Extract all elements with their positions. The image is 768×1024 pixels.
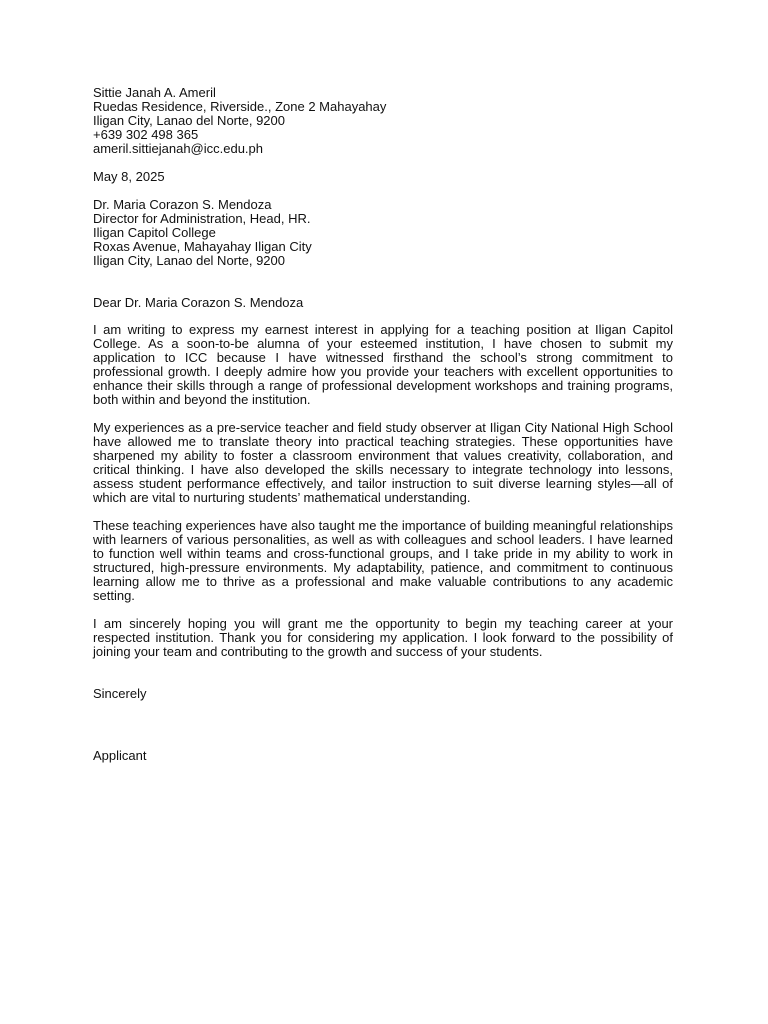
recipient-address-line2: Iligan City, Lanao del Norte, 9200 [93, 253, 285, 268]
body-paragraph-3: These teaching experiences have also taught me the importance of building meaningful relationships with learners of various personalities, as well as with colleagues and school leaders. I have learned to function well within teams and cross-functional groups, and I take pride in my ability to work in structured, high-pressure environments. My adaptability, patience, and commitment to continuous learning allow me to thrive as a professional and make valuable contributions to any academic setting. [93, 518, 673, 603]
signature [93, 749, 673, 763]
signature-text: Applicant [93, 748, 147, 763]
recipient-address-line1: Roxas Avenue, Mahayahay Iligan City [93, 239, 312, 254]
body-paragraph-2: My experiences as a pre-service teacher and field study observer at Iligan City National High School have allowed me to translate theory into practical teaching strategies. These opportunities have sharpened my ability to foster a classroom environment that values creativity, collaboration, and critical thinking. I have also developed the skills necessary to integrate technology into lessons, assess student performance effectively, and tailor instruction to suit diverse learning styles—all of which are vital to nurturing students’ mathematical understanding. [93, 420, 673, 505]
sender-address-line1: Ruedas Residence, Riverside., Zone 2 Mahayahay [93, 99, 387, 114]
salutation [93, 296, 673, 310]
sender-block [93, 86, 673, 156]
body-paragraph-4: I am sincerely hoping you will grant me the opportunity to begin my teaching career at your respected institution. Thank you for considering my application. I look forward to the possibility of joining your team and contributing to the growth and success of your students. [93, 616, 673, 659]
sender-phone: +639 302 498 365 [93, 127, 199, 142]
letter-date [93, 170, 673, 184]
recipient-title: Director for Administration, Head, HR. [93, 211, 311, 226]
date-text: May 8, 2025 [93, 169, 165, 184]
recipient-organization: Iligan Capitol College [93, 225, 216, 240]
body-paragraph-1: I am writing to express my earnest interest in applying for a teaching position at Iligan Capitol College. As a soon-to-be alumna of your esteemed institution, I have chosen to submit my application to ICC because I have witnessed firsthand the school’s strong commitment to professional growth. I deeply admire how you provide your teachers with excellent opportunities to enhance their skills through a range of professional development workshops and training programs, both within and beyond the institution. [93, 322, 673, 407]
closing-text: Sincerely [93, 686, 147, 701]
sender-email: ameril.sittiejanah@icc.edu.ph [93, 141, 264, 156]
cover-letter [93, 86, 673, 763]
recipient-name: Dr. Maria Corazon S. Mendoza [93, 197, 272, 212]
sender-name: Sittie Janah A. Ameril [93, 85, 216, 100]
closing [93, 687, 673, 701]
recipient-block [93, 198, 673, 268]
salutation-text: Dear Dr. Maria Corazon S. Mendoza [93, 295, 304, 310]
sender-address-line2: Iligan City, Lanao del Norte, 9200 [93, 113, 285, 128]
